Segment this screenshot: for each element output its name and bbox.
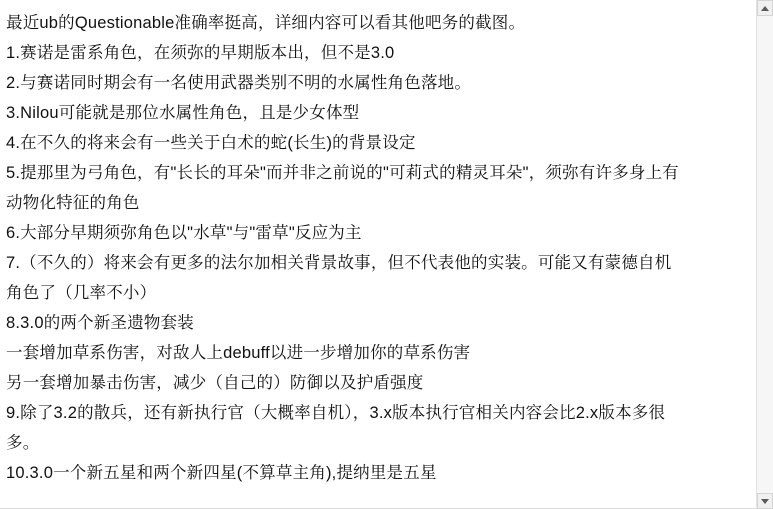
text-line: 9.除了3.2的散兵，还有新执行官（大概率自机），3.x版本执行官相关内容会比2.x版本多很 <box>6 404 666 422</box>
text-line: 动物化特征的角色 <box>6 194 140 212</box>
vertical-scrollbar[interactable] <box>756 0 773 509</box>
text-line: 8.3.0的两个新圣遗物套装 <box>6 314 194 332</box>
text-line: 7.（不久的）将来会有更多的法尔加相关背景故事，但不代表他的实装。可能又有蒙德自机 <box>6 254 672 272</box>
text-line: 2.与赛诺同时期会有一名使用武器类别不明的水属性角色落地。 <box>6 74 472 92</box>
triangle-down-icon <box>761 499 769 504</box>
text-line: 一套增加草系伤害，对敌人上debuff以进一步增加你的草系伤害 <box>6 344 471 362</box>
text-line: 1.赛诺是雷系角色，在须弥的早期版本出，但不是3.0 <box>6 44 395 62</box>
text-line: 10.3.0一个新五星和两个新四星(不算草主角),提纳里是五星 <box>6 464 437 482</box>
text-line: 角色了（几率不小） <box>6 284 157 302</box>
text-line: 6.大部分早期须弥角色以"水草"与"雷草"反应为主 <box>6 224 362 242</box>
text-line: 另一套增加暴击伤害，减少（自己的）防御以及护盾强度 <box>6 374 424 392</box>
text-line: 多。 <box>6 434 40 452</box>
text-line: 3.Nilou可能就是那位水属性角色，且是少女体型 <box>6 104 360 122</box>
triangle-up-icon <box>761 6 769 11</box>
document-text-body <box>6 8 751 488</box>
text-line: 5.提那里为弓角色，有"长长的耳朵"而并非之前说的"可莉式的精灵耳朵"，须弥有许多身上有 <box>6 164 679 182</box>
scroll-down-button[interactable] <box>757 493 773 509</box>
scroll-up-button[interactable] <box>757 0 773 16</box>
text-line: 最近ub的Questionable准确率挺高，详细内容可以看其他吧务的截图。 <box>6 14 526 32</box>
text-line: 4.在不久的将来会有一些关于白术的蛇(长生)的背景设定 <box>6 134 416 152</box>
